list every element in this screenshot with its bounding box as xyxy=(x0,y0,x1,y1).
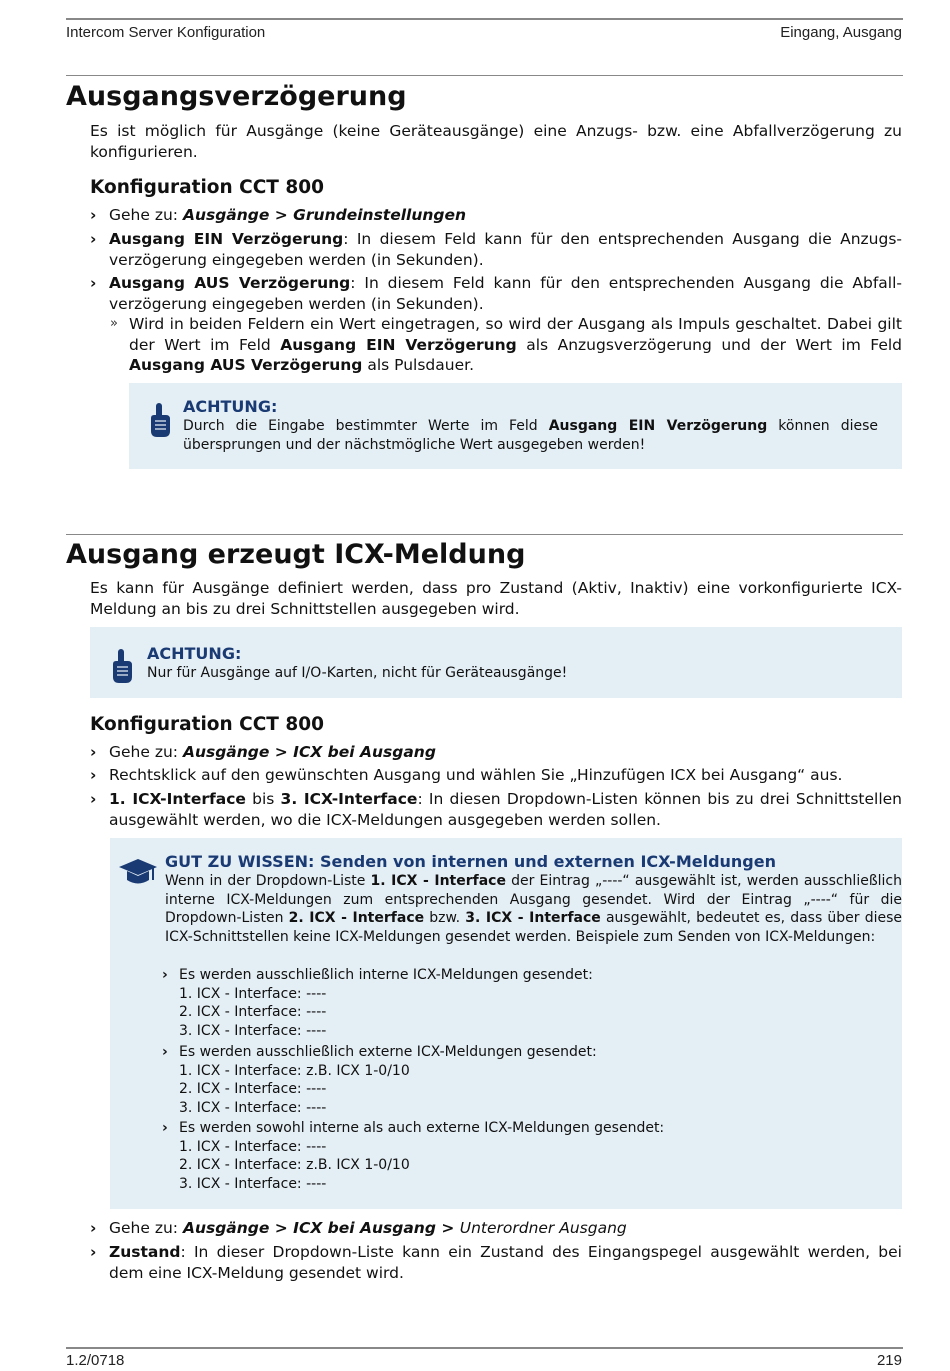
double-chevron-icon: » xyxy=(110,316,118,331)
example-1 xyxy=(162,966,882,1041)
menu-path: Ausgänge > ICX bei Ausgang > xyxy=(182,1219,460,1237)
chevron-right-icon: › xyxy=(90,790,97,808)
section2-rule xyxy=(66,534,903,535)
example-line: 1. ICX - Interface: ---- xyxy=(179,1138,327,1155)
chevron-right-icon: › xyxy=(90,1219,97,1237)
info-text: Wenn in der Dropdown-Liste 1. ICX - Interface der Eintrag „----“ ausgewählt ist, werden ausschließlich interne ICX-Meldungen zum entsprechenden Ausgang gesendet. Wird der Eintrag „----“ für die Dropdown-Listen 2. ICX - Interface bzw. 3. ICX - Interface ausgewählt, bedeutet es, dass über diese ICX-Schnittstellen keine ICX-Meldungen gesendet werden. Beispiele zum Senden von ICX-Meldungen: xyxy=(165,873,903,946)
section2-step2: › Rechtsklick auf den gewünschten Ausgang und wählen Sie „Hinzufügen ICX bei Ausgang“ aus. xyxy=(90,766,843,784)
example-line: 3. ICX - Interface: ---- xyxy=(179,1176,327,1193)
chevron-right-icon: › xyxy=(90,1243,97,1261)
section1-step2: › Ausgang EIN Verzögerung: In diesem Feld kann für den entsprechenden Ausgang die Anzugs-verzögerung eingegeben werden (in Sekunden). xyxy=(90,230,903,269)
section1-step1: › Gehe zu: Ausgänge > Grundeinstellungen xyxy=(90,206,467,224)
menu-path: Ausgänge > ICX bei Ausgang xyxy=(182,743,436,761)
example-line: 3. ICX - Interface: ---- xyxy=(179,1100,327,1117)
pointing-hand-icon xyxy=(110,648,134,684)
example-line: 1. ICX - Interface: z.B. ICX 1-0/10 xyxy=(179,1062,410,1079)
chevron-right-icon: › xyxy=(90,206,97,224)
section2-step3: › 1. ICX-Interface bis 3. ICX-Interface: In diesen Dropdown-Listen können bis zu drei Schnittstellen ausgewählt werden, wo die ICX-Meldungen ausgegeben werden sollen. xyxy=(90,790,902,829)
footer-rule xyxy=(66,1347,903,1349)
example-line: 3. ICX - Interface: ---- xyxy=(179,1023,327,1040)
section1-subtitle: Konfiguration CCT 800 xyxy=(90,177,324,198)
section2-step4: › Gehe zu: Ausgänge > ICX bei Ausgang > Unterordner Ausgang xyxy=(90,1219,627,1237)
section2-subtitle: Konfiguration CCT 800 xyxy=(90,714,324,735)
chevron-right-icon: › xyxy=(90,766,97,784)
chevron-right-icon: › xyxy=(90,230,97,248)
section1-note: » Wird in beiden Feldern ein Wert eingetragen, so wird der Ausgang als Impuls geschaltet. Dabei gilt der Wert im Feld Ausgang EIN Verzögerung als Anzugsverzögerung und der Wert im Feld Ausgang AUS Verzögerung als Pulsdauer. xyxy=(110,315,903,374)
section1-title: Ausgangsverzögerung xyxy=(66,81,407,112)
header-top-rule xyxy=(66,18,903,20)
menu-path: Ausgänge > Grundeinstellungen xyxy=(182,206,467,224)
chevron-right-icon: › xyxy=(162,967,168,983)
section2-title: Ausgang erzeugt ICX-Meldung xyxy=(66,539,526,570)
example-heading: Es werden ausschließlich externe ICX-Meldungen gesendet: xyxy=(179,1044,597,1060)
chevron-right-icon: › xyxy=(162,1120,168,1136)
example-2 xyxy=(162,1043,882,1118)
caution-text-1: Durch die Eingabe bestimmter Werte im Feld Ausgang EIN Verzögerung können diese übersprungen und der nächstmögliche Wert ausgegeben werden! xyxy=(183,418,878,453)
caution-title-2: ACHTUNG: xyxy=(147,644,242,663)
section1-intro: Es ist möglich für Ausgänge (keine Geräteausgänge) eine Anzugs- bzw. eine Abfallverzögerung zu konfigurieren. xyxy=(90,122,902,161)
caution-title-1: ACHTUNG: xyxy=(183,397,278,416)
header-left: Intercom Server Konfiguration xyxy=(66,24,266,41)
example-line: 2. ICX - Interface: ---- xyxy=(179,1081,327,1098)
info-title: GUT ZU WISSEN: Senden von internen und externen ICX-Meldungen xyxy=(165,852,776,871)
section1-rule xyxy=(66,75,903,76)
example-3 xyxy=(162,1119,882,1194)
example-heading: Es werden sowohl interne als auch externe ICX-Meldungen gesendet: xyxy=(179,1120,665,1136)
section1-step3: › Ausgang AUS Verzögerung: In diesem Feld kann für den entsprechenden Ausgang die Abfall-verzögerung eingegeben werden (in Sekunden). xyxy=(90,274,902,313)
example-line: 2. ICX - Interface: z.B. ICX 1-0/10 xyxy=(179,1157,410,1174)
example-heading: Es werden ausschließlich interne ICX-Meldungen gesendet: xyxy=(179,967,593,983)
section2-intro: Es kann für Ausgänge definiert werden, dass pro Zustand (Aktiv, Inaktiv) eine vorkonfigurierte ICX-Meldung an bis zu drei Schnittstellen ausgegeben wird. xyxy=(90,579,902,618)
example-line: 2. ICX - Interface: ---- xyxy=(179,1004,327,1021)
chevron-right-icon: › xyxy=(162,1044,168,1060)
chevron-right-icon: › xyxy=(90,743,97,761)
section2-step5: › Zustand: In dieser Dropdown-Liste kann ein Zustand des Eingangspegel ausgewählt werden, bei dem eine ICX-Meldung gesendet wird. xyxy=(90,1243,902,1282)
page-number: 219 xyxy=(876,1352,902,1369)
header-right: Eingang, Ausgang xyxy=(780,24,902,41)
pointing-hand-icon xyxy=(148,402,172,438)
footer-version: 1.2/0718 xyxy=(66,1352,125,1369)
example-line: 1. ICX - Interface: ---- xyxy=(179,985,327,1002)
graduation-cap-icon xyxy=(118,858,158,888)
chevron-right-icon: › xyxy=(90,274,97,292)
caution-text-2: Nur für Ausgänge auf I/O-Karten, nicht für Geräteausgänge! xyxy=(147,665,568,681)
section2-step1: › Gehe zu: Ausgänge > ICX bei Ausgang xyxy=(90,743,436,761)
